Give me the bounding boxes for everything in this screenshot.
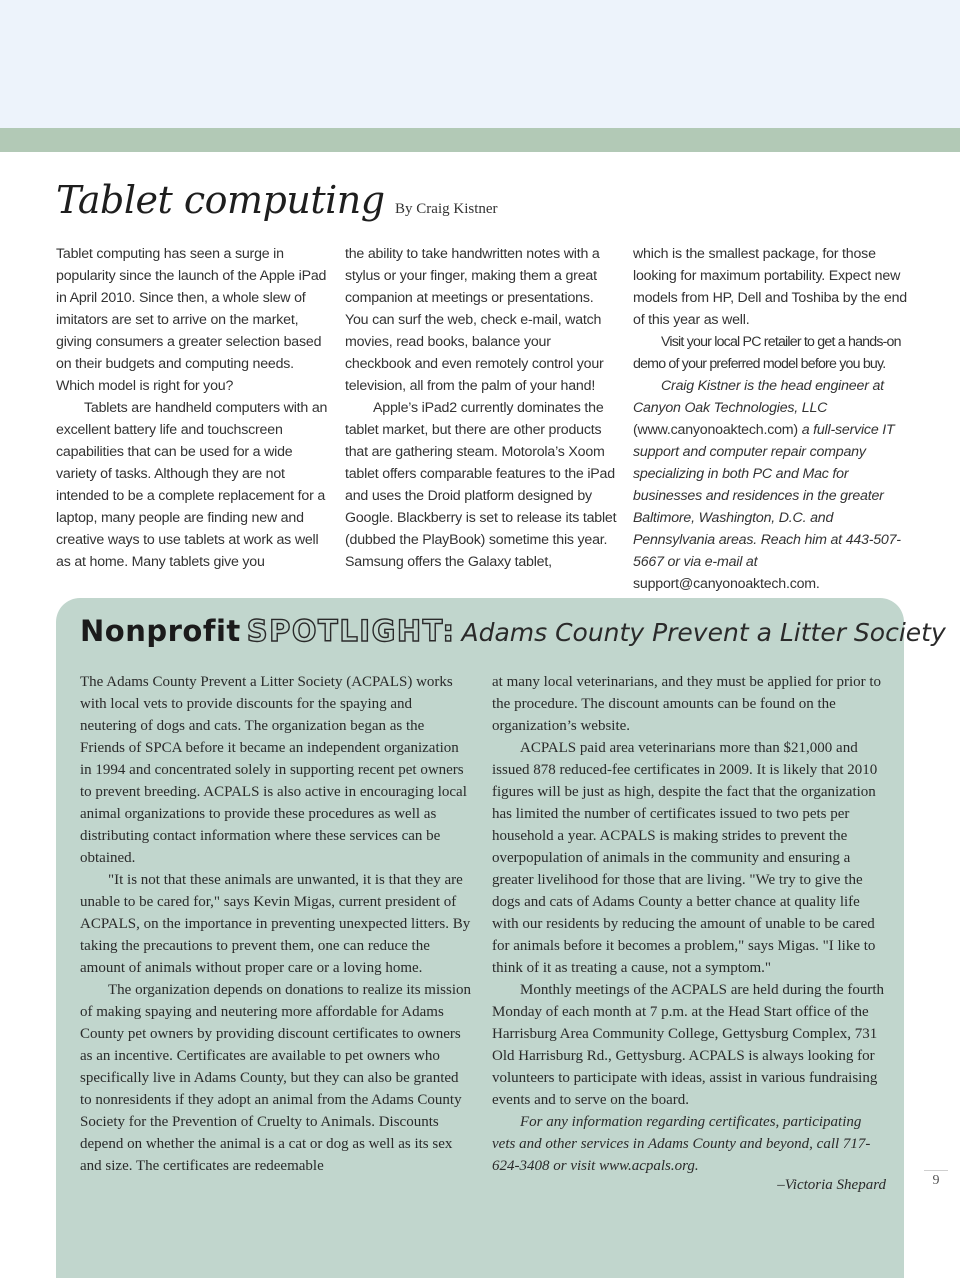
article-paragraph: the ability to take handwritten notes with a stylus or your finger, making them a great companion at meetings or presentations. You can surf the web, check e-mail, watch movies, read books, balance your checkbook and even remotely control your television, all from the palm of your hand! bbox=[345, 246, 604, 394]
article-paragraph: Visit your local PC retailer to get a hands-on demo of your preferred model before you buy. bbox=[633, 334, 901, 372]
article-byline: By Craig Kistner bbox=[395, 201, 498, 217]
article-column-2 bbox=[345, 243, 619, 573]
spotlight-signature: –Victoria Shepard bbox=[777, 1177, 886, 1193]
spotlight-column-1 bbox=[80, 671, 472, 1177]
spotlight-label-spotlight: SPOTLIGHT: bbox=[246, 614, 456, 648]
header-accent-stripe bbox=[0, 128, 960, 152]
article-paragraph: Tablet computing has seen a surge in popularity since the launch of the Apple iPad in April 2010. Since then, a whole slew of imitators are set to arrive on the market, giving consumers a greater selection based on their budgets and computing needs. Which model is right for you? bbox=[56, 246, 327, 394]
spotlight-paragraph: The organization depends on donations to realize its mission of making spaying and neutering more affordable for Adams County pet owners by providing discount certificates to owners as an incentive. Certificates are available to pet owners who specifically live in Adams County, but they can also be granted to nonresidents if they adopt an animal from the Adams County Society for the Prevention of Cruelty to Animals. Discounts depend on whether the animal is a cat or dog as well as its sex and size. The certificates are redeemable bbox=[80, 982, 471, 1174]
page-number: 9 bbox=[924, 1170, 948, 1189]
header-band bbox=[0, 0, 960, 128]
article-title: Tablet computing bbox=[56, 178, 385, 222]
article-paragraph: Apple’s iPad2 currently dominates the tablet market, but there are other products that are gathering steam. Motorola’s Xoom tablet offers comparable features to the iPad and uses the Droid platform designed by Google. Blackberry is set to release its tablet (dubbed the PlayBook) sometime this year. Samsung offers the Galaxy tablet, bbox=[345, 400, 617, 570]
author-bio-text: a full-service IT support and computer repair company specializing in both PC and Mac for businesses and residences in the greater Baltimore, Washington, D.C. and Pennsylvania areas. Reach him at 443-507-5667 or via e-mail at bbox=[633, 422, 901, 570]
spotlight-paragraph: ACPALS paid area veterinarians more than $21,000 and issued 878 reduced-fee certificates in 2009. It is likely that 2010 figures will be just as high, despite the fact that the organization has limited the number of certificates issued to two pets per household a year. ACPALS is making strides to prevent the overpopulation of animals in the community and ensuring a greater livelihood for those that are living. "We try to give the dogs and cats of Adams County a better chance at quality life with our residents by reducing the amount of unable to be cared for animals before it becomes a problem," says Migas. "I like to think of it as treating a cause, not a symptom." bbox=[492, 740, 878, 976]
author-bio bbox=[633, 375, 913, 595]
spotlight-paragraph: at many local veterinarians, and they must be applied for prior to the procedure. The discount amounts can be found on the organization’s website. bbox=[492, 674, 882, 734]
article-paragraph: which is the smallest package, for those looking for maximum portability. Expect new models from HP, Dell and Toshiba by the end of this year as well. bbox=[633, 246, 907, 328]
spotlight-heading bbox=[80, 614, 946, 648]
author-website: (www.canyonoaktech.com) bbox=[633, 422, 798, 438]
article-heading bbox=[56, 178, 498, 222]
article-paragraph: Tablets are handheld computers with an excellent battery life and touchscreen capabilities that can be used for a wide variety of tasks. Although they are not intended to be a complete replacement for a laptop, many people are finding new and creative ways to use tablets at work as well as at home. Many tablets give you bbox=[56, 400, 328, 570]
spotlight-paragraph: Monthly meetings of the ACPALS are held during the fourth Monday of each month at 7 p.m. at the Head Start office of the Harrisburg Area Community College, Gettysburg Complex, 731 Old Harrisburg Rd., Gettysburg. ACPALS is always looking for volunteers to participate with ideas, assist in various fundraising events and to serve on the board. bbox=[492, 982, 884, 1108]
spotlight-paragraph: "It is not that these animals are unwanted, it is that they are unable to be cared for," says Kevin Migas, current president of ACPALS, on the importance in preventing unexpected litters. By taking the precautions to prevent them, one can reduce the amount of animals without proper care or a loving home. bbox=[80, 872, 471, 976]
spotlight-contact-note: For any information regarding certificates, participating vets and other services in Adams County and beyond, call 717-624-3408 or visit www.acpals.org. bbox=[492, 1114, 871, 1174]
spotlight-paragraph: The Adams County Prevent a Litter Society (ACPALS) works with local vets to provide discounts for the spaying and neutering of dogs and cats. The organization began as the Friends of SPCA before it became an independent organization in 1994 and concentrated solely in supporting recent pet owners to prevent breeding. ACPALS is also active in encouraging local animal organizations to provide these procedures as well as distributing contact information where these services can be obtained. bbox=[80, 674, 467, 866]
article-column-1 bbox=[56, 243, 330, 573]
author-email: support@canyonoaktech.com. bbox=[633, 576, 820, 592]
spotlight-org-name: Adams County Prevent a Litter Society bbox=[461, 618, 946, 647]
author-bio-text: Craig Kistner is the head engineer at Canyon Oak Technologies, LLC bbox=[633, 378, 884, 416]
spotlight-label-nonprofit: Nonprofit bbox=[80, 614, 241, 648]
spotlight-column-2 bbox=[492, 671, 887, 1177]
article-column-3 bbox=[633, 243, 913, 595]
